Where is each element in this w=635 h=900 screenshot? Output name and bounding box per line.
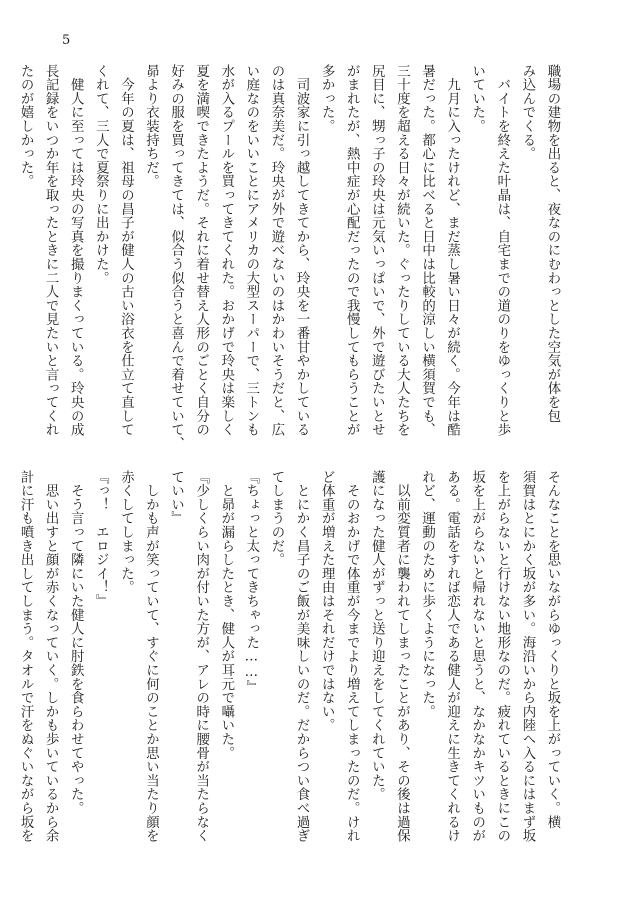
text-line: 『っ！ エロジイ！』 bbox=[93, 470, 109, 608]
text-line: 暑だった。都心に比べると日中は比較的涼しい横須賀でも、 bbox=[419, 64, 435, 437]
text-line: たのが嬉しかった。 bbox=[18, 64, 34, 189]
text-line: いていた。 bbox=[469, 64, 485, 133]
text-line: てしまうのだ。 bbox=[268, 470, 284, 567]
page-number: 5 bbox=[62, 33, 71, 48]
text-line: 『少しくらい肉が付いた方が、アレの時に腰骨が当たらなく bbox=[193, 470, 209, 843]
text-line: そんなことを思いながらゆっくりと坂を上がっていく。横 bbox=[545, 470, 560, 829]
text-line: れど、運動のために歩くようになった。 bbox=[419, 470, 435, 719]
text-line: 水が入るプールを買ってきてくれた。おかげで玲央は楽しく bbox=[218, 64, 234, 437]
text-line: 以前変質者に襲われてしまったことがあり、その後は過保 bbox=[394, 470, 410, 843]
text-line: ていい』 bbox=[168, 470, 184, 526]
text-line: み込んでくる。 bbox=[519, 64, 535, 161]
text-line: 赤くしてしまった。 bbox=[118, 470, 134, 595]
text-line: がまれたが、熱中症が心配だったので我慢してもらうことが bbox=[344, 64, 360, 437]
text-line: 計に汗も噴き出してしまう。タオルで汗をぬぐいながら坂を bbox=[18, 470, 34, 843]
text-line: のは真奈美だ。玲央が外で遊べないのはかわいそうだと、広 bbox=[268, 64, 284, 437]
text-line: 長記録をいつか年を取ったときに二人で見たいと言ってくれ bbox=[43, 64, 59, 437]
text-line: くれて、三人で夏祭りに出かけた。 bbox=[93, 64, 109, 285]
text-line: 護になった健人がずっと送り迎えをしてくれていた。 bbox=[369, 470, 385, 802]
text-line: を上がらないと行けない地形なのだ。疲れているときにこの bbox=[494, 470, 510, 843]
text-line: 司波家に引っ越してきてから、玲央を一番甘やかしている bbox=[294, 64, 310, 437]
text-line: 『ちょっと太ってきちゃった……』 bbox=[243, 470, 259, 694]
text-line: 尻目に、甥っ子の玲央は元気いっぱいで、外で遊びたいとせ bbox=[369, 64, 385, 437]
text-line: しかも声が笑っていて、すぐに何のことか思い当たり顔を bbox=[143, 470, 159, 843]
text-line: ど体重が増えた理由はそれだけではない。 bbox=[319, 470, 335, 733]
text-line: 好みの服を買ってきては、似合う似合うと喜んで着せていて、 bbox=[168, 64, 184, 451]
lower-text-block bbox=[18, 470, 565, 843]
text-line: 坂を上がらないと帰れないと思うと、なかなかキツいものが bbox=[469, 470, 485, 843]
text-line: と昴が漏らしたとき、健人が耳元で囁いた。 bbox=[218, 470, 234, 760]
text-line: 三十度を超える日々が続いた。ぐったりしている大人たちを bbox=[394, 64, 410, 437]
text-line: 健人に至っては玲央の写真を撮りまくっている。玲央の成 bbox=[68, 64, 84, 437]
text-line: 須賀はとにかく坂が多い。海沿いから内陸へ入るにはまず坂 bbox=[519, 470, 535, 843]
text-line: い庭なのをいいことにアメリカの大型スーパーで、三トンも bbox=[243, 64, 259, 437]
text-line: 今年の夏は、祖母の昌子が健人の古い浴衣を仕立て直して bbox=[118, 64, 134, 437]
text-line: 多かった。 bbox=[319, 64, 335, 133]
text-line: 昴より衣装持ちだ。 bbox=[143, 64, 159, 189]
upper-text-block bbox=[18, 64, 565, 451]
text-line: バイトを終えた叶晶は、自宅までの道のりをゆっくりと歩 bbox=[494, 64, 510, 437]
text-line: とにかく昌子のご飯が美味しいのだ。だからつい食べ過ぎ bbox=[294, 470, 310, 843]
text-line: 思い出すと顔が赤くなっていく。しかも歩いているから余 bbox=[43, 470, 59, 843]
text-line: そう言って隣にいた健人に肘鉄を食らわせてやった。 bbox=[68, 470, 84, 815]
text-line: 職場の建物を出ると、夜なのにむわっとした空気が体を包 bbox=[545, 64, 560, 423]
text-line: 夏を満喫できたようだ。それに着せ替え人形のごとく自分の bbox=[193, 64, 209, 437]
text-line: そのおかげで体重が今までより増えてしまったのだ。けれ bbox=[344, 470, 360, 843]
text-line: ある。電話をすれば恋人である健人が迎えに生きてくれるけ bbox=[444, 470, 460, 843]
text-line: 九月に入ったけれど、まだ蒸し暑い日々が続く。今年は酷 bbox=[444, 64, 460, 437]
